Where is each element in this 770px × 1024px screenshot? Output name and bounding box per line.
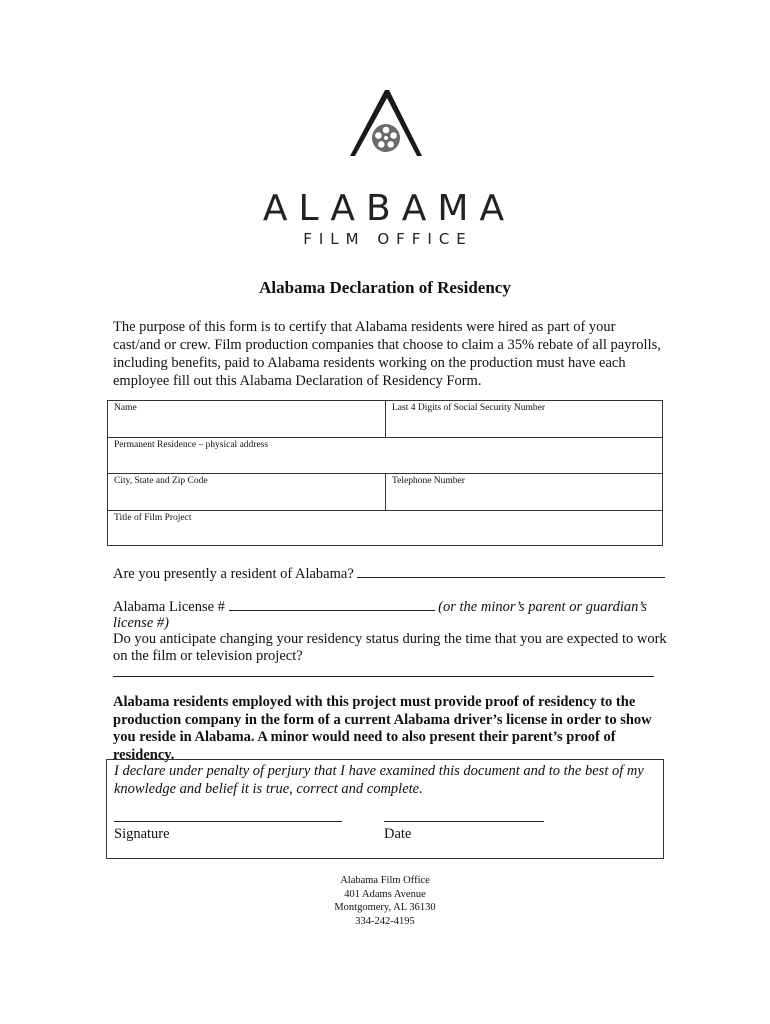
resident-answer-line[interactable] [357,564,665,578]
date-line[interactable] [384,821,544,822]
table-row [108,401,662,438]
date-label: Date [384,826,412,842]
page-title: Alabama Declaration of Residency [259,278,511,297]
address-label: Permanent Residence – physical address [114,440,269,450]
license-note-continued: license #) [113,615,169,631]
office-address-footer [0,874,770,928]
name-label: Name [114,403,137,413]
resident-question [113,564,665,583]
footer-office-name: Alabama Film Office [340,875,430,886]
logo-wordmark: ALABAMA [262,188,516,229]
name-field[interactable] [108,401,386,437]
table-row [108,474,662,511]
residency-change-question: Do you anticipate changing your residency status during the time that you are expected to work [113,631,667,647]
table-row [108,511,662,545]
license-label: Alabama License # [113,599,225,615]
footer-phone: 334-242-4195 [355,915,415,927]
resident-question-label: Are you presently a resident of Alabama? [113,566,354,582]
telephone-field[interactable] [386,474,662,510]
license-note: (or the minor’s parent or guardian’s [438,599,647,615]
footer-city: Montgomery, AL 36130 [334,902,436,913]
alabama-film-office-logo [0,88,770,248]
declaration-text: I declare under penalty of perjury that I have examined this document and to the best of my knowledge and belief it is true, correct and complete. [114,763,644,797]
table-row [108,438,662,474]
city-state-zip-field[interactable] [108,474,386,510]
residency-change-answer-line[interactable] [113,676,654,677]
city-state-zip-label: City, State and Zip Code [114,476,208,486]
declaration-box [106,759,664,859]
film-reel-a-icon [346,88,424,160]
film-title-label: Title of Film Project [114,513,192,523]
footer-street: 401 Adams Avenue [344,888,426,900]
license-question [113,597,661,616]
license-number-line[interactable] [229,597,435,611]
signature-line[interactable] [114,821,342,822]
signature-label: Signature [114,826,170,842]
intro-paragraph: The purpose of this form is to certify that Alabama residents were hired as part of your cast/and or crew. Film production companies that choose to claim a 35% rebate of all payrolls, including benefits, paid to Alabama residents working on the production must have each employee fill out this Alabama Declaration of Residency Form. [113,319,661,389]
employee-info-table [107,400,663,546]
ssn-field[interactable] [386,401,662,437]
ssn-label: Last 4 Digits of Social Security Number [392,403,546,413]
logo-subtitle: FILM OFFICE [303,230,473,248]
address-field[interactable] [108,438,662,473]
residency-change-question-continued: on the film or television project? [113,648,303,664]
telephone-label: Telephone Number [392,476,465,486]
film-title-field[interactable] [108,511,662,545]
proof-of-residency-notice: Alabama residents employed with this project must provide proof of residency to the production company in the form of a current Alabama driver’s license in order to show you reside in Alabama. A minor would need to also present their parent’s proof of residency. [113,694,652,763]
